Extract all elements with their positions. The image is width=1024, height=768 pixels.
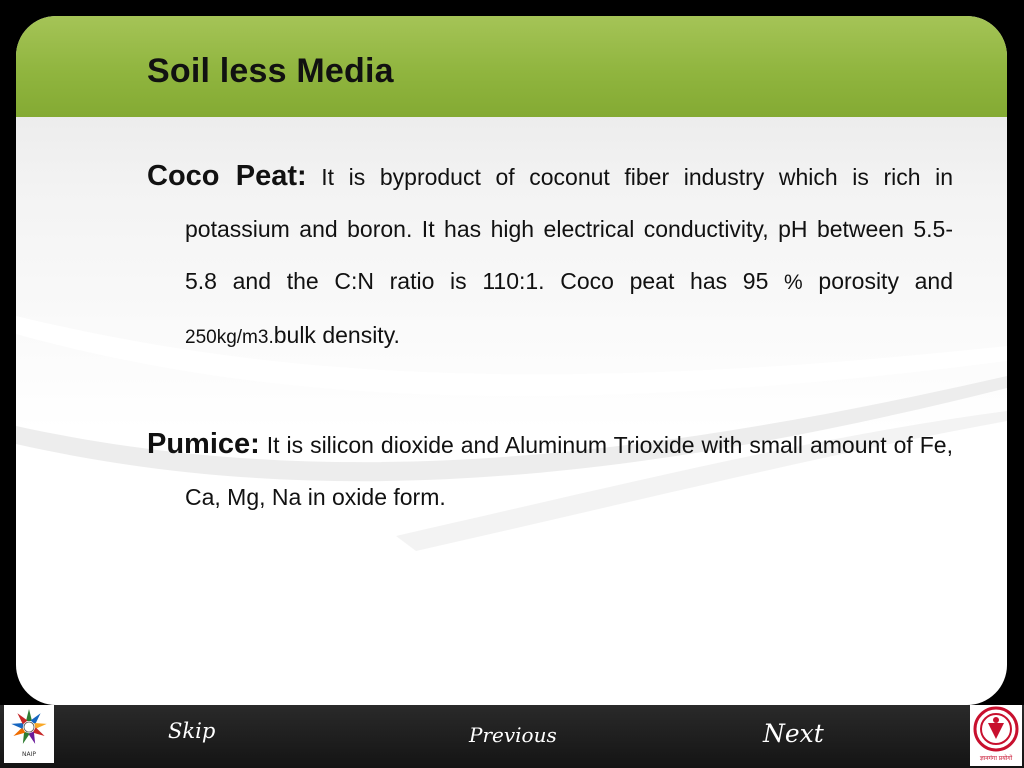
pumice-paragraph xyxy=(147,418,953,523)
title-bar xyxy=(16,16,1007,117)
next-button[interactable]: Next xyxy=(763,719,824,748)
coco-peat-text-3: bulk density. xyxy=(273,322,400,348)
coco-peat-term: Coco Peat: xyxy=(147,160,307,192)
slide-panel xyxy=(16,16,1007,705)
paragraph-pumice xyxy=(147,418,953,523)
coco-peat-density-value: 250kg/m3. xyxy=(185,327,274,348)
navigation-footer xyxy=(0,705,1024,768)
gyan-ganga-logo-text: ज्ञानगंगा प्रयोगाें xyxy=(979,755,1013,762)
pumice-text-1: It is silicon dioxide and Aluminum Trioxide with small amount of Fe, Ca, Mg, Na in oxide form. xyxy=(185,432,953,510)
coco-peat-text-1: It is byproduct of coconut fiber industry which is rich in potassium and boron. It has high electrical conductivity, pH between 5.5- 5.8 and the C:N ratio is 110:1. Coco peat has 95 xyxy=(185,164,953,294)
gyan-ganga-emblem-icon xyxy=(970,705,1022,753)
naip-logo-text: NAIP xyxy=(22,751,36,758)
previous-button[interactable]: Previous xyxy=(469,723,557,747)
paragraph-coco-peat xyxy=(147,150,953,364)
coco-peat-text-2: porosity and xyxy=(802,268,953,294)
coco-peat-percent: % xyxy=(784,271,803,294)
naip-logo xyxy=(4,705,54,763)
gyan-ganga-logo xyxy=(970,705,1022,766)
slide-title: Soil less Media xyxy=(147,52,394,90)
skip-button[interactable]: Skip xyxy=(168,719,216,743)
coco-peat-paragraph xyxy=(147,150,953,364)
naip-star-icon xyxy=(4,705,54,751)
pumice-term: Pumice: xyxy=(147,428,260,460)
